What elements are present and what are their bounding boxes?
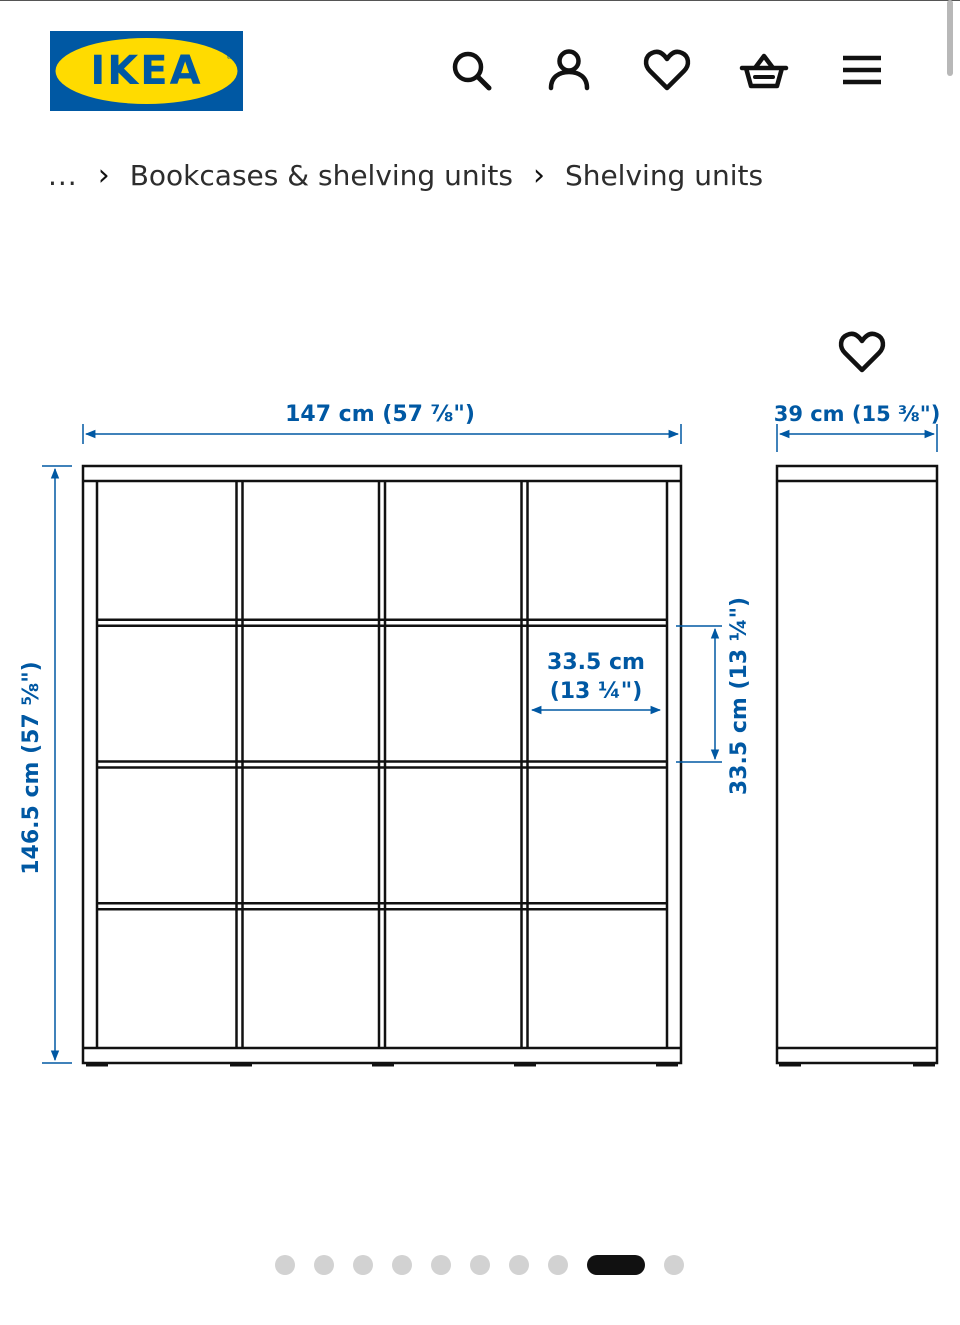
account-icon: [543, 44, 595, 96]
account-button[interactable]: [543, 44, 595, 96]
shelf-front-view: [83, 466, 681, 1065]
carousel-dot[interactable]: [392, 1255, 412, 1275]
product-dimension-drawing: [0, 390, 960, 1090]
breadcrumb-ellipsis[interactable]: ...: [48, 158, 78, 192]
carousel-dot[interactable]: [314, 1255, 334, 1275]
top-divider: [0, 0, 960, 1]
compartment-width-label-line1: 33.5 cm: [547, 650, 645, 675]
basket-button[interactable]: [738, 44, 790, 96]
compartment-width-label-line2: (13 ¼"): [549, 679, 643, 704]
breadcrumb-item-bookcases[interactable]: Bookcases & shelving units: [129, 158, 513, 192]
basket-icon: [738, 44, 790, 96]
svg-text:®: ®: [226, 53, 233, 61]
heart-icon: [836, 326, 888, 378]
compartment-height-label: 33.5 cm (13 ¼"): [727, 596, 752, 796]
menu-button[interactable]: [836, 44, 888, 96]
ikea-logo[interactable]: [50, 31, 243, 111]
search-icon: [445, 44, 497, 96]
scrollbar-thumb[interactable]: [947, 0, 953, 76]
depth-label: 39 cm (15 ⅜"): [773, 402, 941, 426]
breadcrumb-chevron-icon: ›: [97, 157, 110, 193]
breadcrumb: [48, 155, 763, 195]
image-carousel-pagination: [0, 1252, 960, 1278]
favorites-button[interactable]: [641, 44, 693, 96]
heart-icon: [641, 44, 693, 96]
shelf-side-view: [777, 466, 937, 1065]
width-label: 147 cm (57 ⅞"): [285, 402, 475, 427]
carousel-dot[interactable]: [353, 1255, 373, 1275]
add-to-favorites-button[interactable]: [836, 326, 888, 378]
carousel-dot[interactable]: [275, 1255, 295, 1275]
menu-icon: [836, 44, 888, 96]
breadcrumb-item-shelving-units[interactable]: Shelving units: [564, 158, 764, 192]
carousel-dot[interactable]: [509, 1255, 529, 1275]
breadcrumb-chevron-icon: ›: [532, 157, 545, 193]
logo-text: IKEA: [90, 48, 203, 94]
carousel-dot-active[interactable]: [587, 1255, 645, 1275]
height-label: 146.5 cm (57 ⅝"): [19, 661, 44, 875]
carousel-dot[interactable]: [548, 1255, 568, 1275]
carousel-dot[interactable]: [470, 1255, 490, 1275]
carousel-dot[interactable]: [431, 1255, 451, 1275]
carousel-dot[interactable]: [664, 1255, 684, 1275]
search-button[interactable]: [445, 44, 497, 96]
